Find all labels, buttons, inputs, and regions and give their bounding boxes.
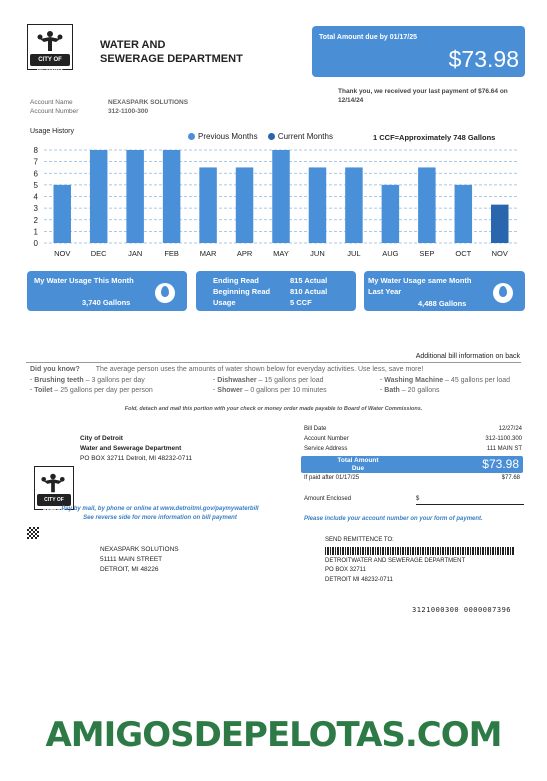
y-tick-label: 6 xyxy=(33,169,38,179)
fact-text: – 25 gallons per day per person xyxy=(52,387,153,394)
bar xyxy=(455,185,473,243)
additional-info-note: Additional bill information on back xyxy=(415,353,520,360)
x-tick-label: NOV xyxy=(491,249,508,258)
service-address-label: Service Address xyxy=(304,446,348,452)
fact-toilet: · Toilet xyxy=(30,387,53,394)
fact-text: – 20 gallons xyxy=(399,387,440,394)
detroit-logo xyxy=(27,24,73,75)
send-line1: DETROITWATER AND SEWERAGE DEPARTMENT xyxy=(325,557,466,564)
customer-city: DETROIT, MI 48226 xyxy=(100,566,159,573)
x-tick-label: APR xyxy=(236,249,253,258)
chart-legend xyxy=(188,132,333,141)
stub-total-label2: Due xyxy=(351,465,365,472)
spirit-of-detroit-icon xyxy=(40,471,66,495)
fact-shower: · Shower xyxy=(213,387,243,394)
last-year-panel xyxy=(364,271,525,311)
legend-current: Current Months xyxy=(277,132,333,141)
legend-previous: Previous Months xyxy=(198,132,258,141)
y-tick-label: 4 xyxy=(33,192,38,202)
detroit-logo-small xyxy=(34,466,74,515)
stub-total-value: $73.98 xyxy=(482,457,519,471)
amount-due-box xyxy=(312,26,525,77)
fact-brushing: · Brushing teeth xyxy=(30,377,84,384)
x-tick-label: SEP xyxy=(419,249,435,258)
customer-name: NEXASPARK SOLUTIONS xyxy=(100,546,179,553)
y-tick-label: 0 xyxy=(33,239,38,248)
meter-read-panel xyxy=(196,271,356,311)
beginning-read-label: Beginning Read xyxy=(213,287,271,296)
y-tick-label: 7 xyxy=(33,157,38,167)
dept-name-line1: WATER AND xyxy=(100,39,166,51)
logo-text: CITY OF DETROIT xyxy=(37,494,71,506)
bill-date-label: Bill Date xyxy=(304,426,327,432)
last-year-sub: Last Year xyxy=(368,287,402,296)
x-tick-label: NOV xyxy=(54,249,71,258)
fact-text: – 15 gallons per load xyxy=(256,377,324,384)
x-tick-label: OCT xyxy=(455,249,472,258)
amount-enclosed-field[interactable]: $ xyxy=(416,496,524,505)
watermark-text: AMIGOSDEPELOTAS.COM xyxy=(45,715,502,755)
usage-chart xyxy=(26,143,522,260)
send-line2: PO BOX 32711 xyxy=(325,567,366,573)
send-remittance-label: SEND REMITTENCE TO: xyxy=(325,537,394,543)
thank-you-message: Thank you, we received your last payment of $76.64 on 12/14/24 xyxy=(338,88,508,104)
bar xyxy=(53,185,71,243)
bar xyxy=(491,205,509,243)
dept-name-line2: SEWERAGE DEPARTMENT xyxy=(100,53,243,65)
bar xyxy=(309,167,327,243)
x-tick-label: JUL xyxy=(347,249,361,258)
legend-swatch-current xyxy=(268,133,275,140)
chart-title: Usage History xyxy=(30,128,74,135)
this-month-panel xyxy=(27,271,187,311)
usage-label: Usage xyxy=(213,298,236,307)
bar xyxy=(382,185,400,243)
fact-text: – 45 gallons per load xyxy=(443,377,511,384)
bar xyxy=(163,150,181,243)
amount-enclosed-label: Amount Enclosed xyxy=(304,496,352,502)
bar xyxy=(272,150,290,243)
bar xyxy=(199,167,217,243)
bill-date-value: 12/27/24 xyxy=(498,426,522,432)
y-tick-label: 2 xyxy=(33,215,38,225)
account-name-label: Account Name xyxy=(30,99,73,106)
x-tick-label: DEC xyxy=(90,249,107,258)
remit-dept: Water and Sewerage Department xyxy=(80,445,182,452)
service-address-value: 111 MAIN ST xyxy=(486,446,522,452)
amount-due-label: Total Amount due by 01/17/25 xyxy=(319,34,418,41)
stub-total-label1: Total Amount xyxy=(337,457,379,464)
x-tick-label: FEB xyxy=(164,249,179,258)
y-tick-label: 5 xyxy=(33,180,38,190)
stub-account-label: Account Number xyxy=(304,436,349,442)
fold-instructions: Fold, detach and mail this portion with your check or money order made payable to Board of Water Commissions. xyxy=(124,406,423,412)
usage-value: 5 CCF xyxy=(290,298,312,307)
fact-text: – 3 gallons per day xyxy=(83,377,145,384)
y-tick-label: 3 xyxy=(33,204,38,214)
did-you-know-title: Did you know? xyxy=(30,366,80,373)
remit-city: City of Detroit xyxy=(80,435,123,442)
fact-washing: · Washing Machine xyxy=(380,377,444,384)
bar xyxy=(345,167,363,243)
send-line3: DETROIT MI 48232-0711 xyxy=(325,576,393,583)
customer-street: 51111 MAIN STREET xyxy=(100,556,163,563)
account-number-label: Account Number xyxy=(30,108,79,115)
bar xyxy=(90,150,108,243)
divider xyxy=(26,362,521,363)
include-account-note: Please include your account number on your form of payment. xyxy=(304,516,483,522)
last-year-value: 4,488 Gallons xyxy=(418,299,467,308)
x-tick-label: JAN xyxy=(128,249,143,258)
postal-barcode xyxy=(325,547,515,555)
logo-text: CITY OF DETROIT xyxy=(30,54,70,66)
spirit-of-detroit-icon xyxy=(36,29,64,53)
x-tick-label: JUN xyxy=(310,249,325,258)
ending-read-value: 815 Actual xyxy=(290,276,328,285)
beginning-read-value: 810 Actual xyxy=(290,287,328,296)
fact-bath: · Bath xyxy=(380,387,400,394)
late-amount-label: If paid after 01/17/25 xyxy=(304,475,360,481)
this-month-title: My Water Usage This Month xyxy=(34,276,134,285)
bar xyxy=(236,167,254,243)
x-tick-label: MAR xyxy=(199,249,217,258)
pay-online-note: Pay by mail, by phone or online at www.detroitmi.gov/paymywaterbill xyxy=(61,506,259,512)
water-drop-icon xyxy=(155,283,175,303)
fact-text: – 0 gallons per 10 minutes xyxy=(242,387,327,394)
legend-swatch-previous xyxy=(188,133,195,140)
stub-account-value: 312-1100.300 xyxy=(485,436,522,442)
y-tick-label: 8 xyxy=(33,146,38,155)
ccf-note: 1 CCF=Approximately 748 Gallons xyxy=(373,133,496,142)
amount-due-value: $73.98 xyxy=(448,46,519,72)
x-tick-label: MAY xyxy=(273,249,289,258)
pay-reverse-note: See reverse side for more information on bill payment xyxy=(83,515,237,521)
ending-read-label: Ending Read xyxy=(213,276,259,285)
did-you-know-intro: The average person uses the amounts of water shown below for everyday activities. Use less, save more! xyxy=(95,366,424,373)
account-name-value: NEXASPARK SOLUTIONS xyxy=(108,99,189,106)
account-number-value: 312-1100-300 xyxy=(108,108,149,115)
bar xyxy=(418,167,436,243)
water-drop-icon xyxy=(493,283,513,303)
this-month-value: 3,740 Gallons xyxy=(82,298,131,307)
stub-total-box xyxy=(301,456,523,473)
fact-dishwasher: · Dishwasher xyxy=(213,377,257,384)
y-tick-label: 1 xyxy=(33,227,38,237)
qr-code-icon xyxy=(27,527,39,539)
scan-line: 3121000300 0000007396 xyxy=(412,606,512,614)
bar xyxy=(126,150,144,243)
remit-address: PO BOX 32711 Detroit, MI 48232-0711 xyxy=(80,455,193,462)
late-amount-value: $77.68 xyxy=(501,475,520,481)
last-year-title: My Water Usage same Month xyxy=(368,276,472,285)
x-tick-label: AUG xyxy=(382,249,399,258)
